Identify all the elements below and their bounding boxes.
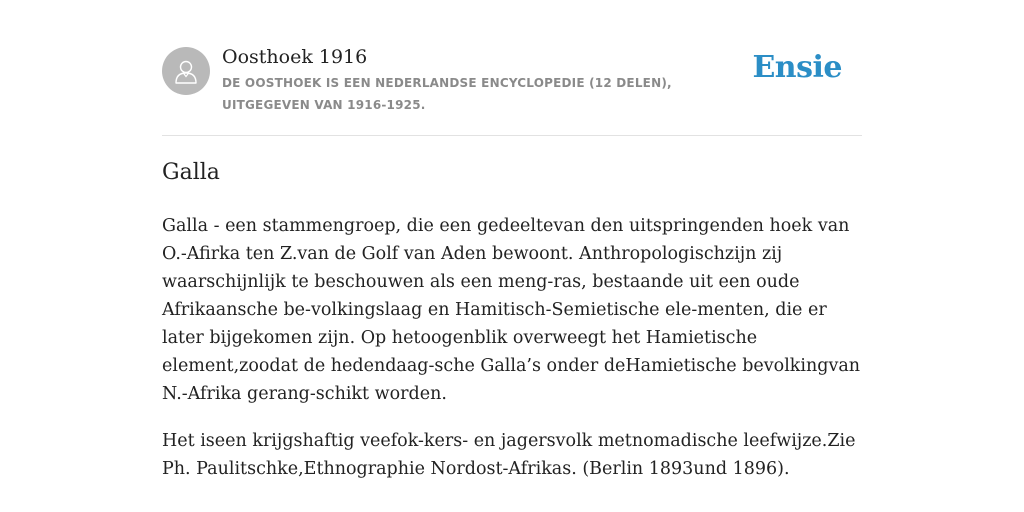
article-paragraph: Galla - een stammengroep, die een gedeeltevan den uitspringenden hoek van O.-Afirka ten Z.van de Golf van Aden bewoont. Anthropologischzijn zij waarschijnlijk te beschouwen als een meng-ras, bestaande uit een oude Afrikaansche be-volkingslaag en Hamitisch-Semietische ele-menten, die er later bijgekomen zijn. Op hetoogenblik overweegt het Hamietische element,zoodat de hedendaag-sche Galla’s onder deHamietische bevolkingvan N.-Afrika gerang-schikt worden.: [162, 216, 861, 404]
ensie-logo[interactable]: Ensie: [752, 50, 842, 85]
article-title: Galla: [162, 160, 220, 185]
source-description: DE OOSTHOEK IS EEN NEDERLANDSE ENCYCLOPEDIE (12 DELEN), UITGEGEVEN VAN 1916-1925.: [222, 76, 672, 112]
user-icon: [171, 56, 201, 86]
article-body: [162, 212, 862, 502]
source-avatar[interactable]: [162, 47, 210, 95]
source-header: [162, 0, 862, 136]
article-paragraph: Het iseen krijgshaftig veefok-kers- en jagersvolk metnomadische leefwijze.Zie Ph. Paulitschke,Ethnographie Nordost-Afrikas. (Berlin 1893und 1896).: [162, 431, 856, 479]
page-container: [162, 0, 862, 479]
source-title[interactable]: Oosthoek 1916: [222, 46, 368, 68]
